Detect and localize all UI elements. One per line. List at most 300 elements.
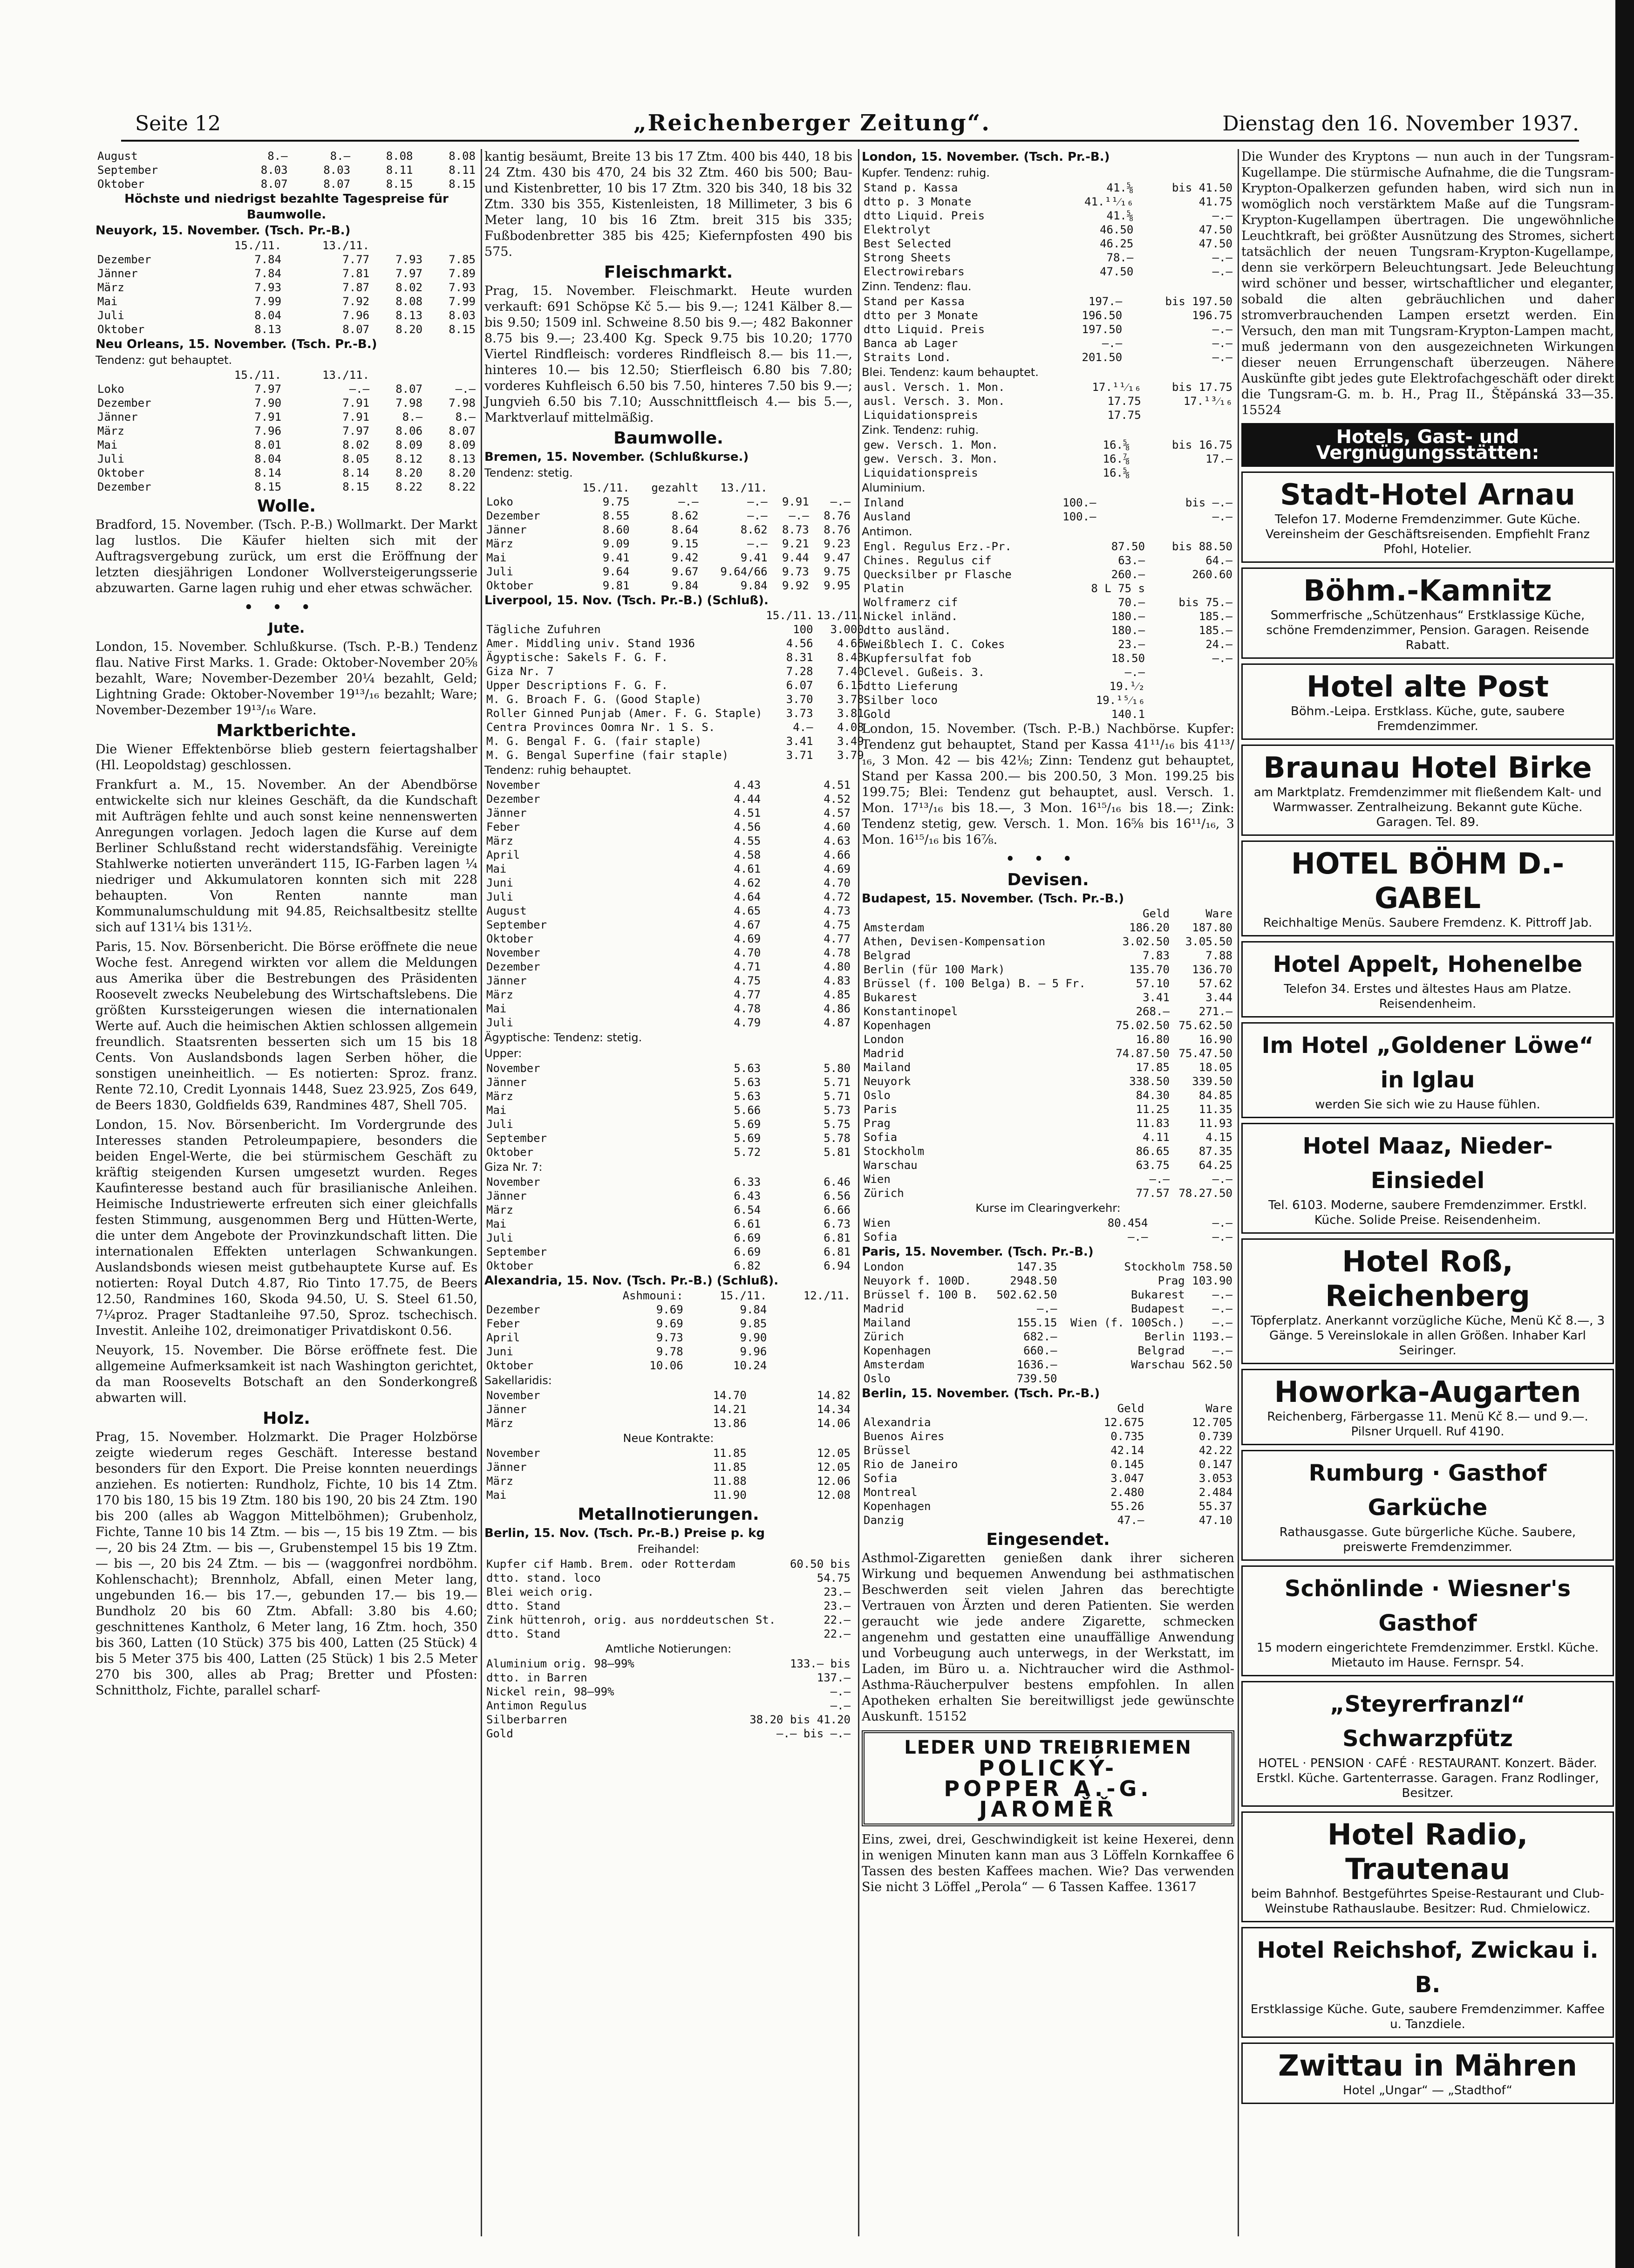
table-cell: 8.03 bbox=[260, 164, 288, 177]
hotel-ad bbox=[1241, 1450, 1614, 1561]
table-cell: 4.62 bbox=[734, 876, 761, 889]
table-cell: dtto Liquid. Preis bbox=[864, 323, 985, 336]
table-cell: 7.84 bbox=[254, 253, 282, 266]
table-row bbox=[484, 1231, 852, 1245]
table-cell: 6.07 bbox=[786, 679, 813, 692]
table-cell: 9.75 bbox=[602, 495, 630, 508]
table-cell: 5.63 bbox=[734, 1090, 761, 1103]
table-cell: 155.15 bbox=[1016, 1316, 1057, 1329]
table-cell: Nickel rein, 98—99% bbox=[486, 1685, 614, 1698]
table-cell: dtto. Stand bbox=[486, 1627, 560, 1640]
table-cell: 1636.— bbox=[1016, 1358, 1057, 1371]
table-cell: März bbox=[486, 537, 513, 550]
table-cell: 38.20 bis 41.20 bbox=[749, 1713, 851, 1726]
table-cell: 41.75 bbox=[1198, 195, 1232, 208]
table-row bbox=[862, 1116, 1234, 1130]
table-cell: 8.07 bbox=[260, 178, 288, 191]
table-cell: Wien (f. 100Sch.) bbox=[1070, 1316, 1185, 1329]
table-cell bbox=[1187, 1372, 1234, 1386]
table-cell: 64.25 bbox=[1198, 1159, 1232, 1172]
table-cell: 9.73 bbox=[656, 1331, 683, 1344]
table-cell: 6.69 bbox=[734, 1231, 761, 1244]
table-cell: 6.81 bbox=[824, 1231, 851, 1244]
table-cell: 6.61 bbox=[734, 1217, 761, 1230]
table-cell: 11.83 bbox=[1136, 1117, 1170, 1130]
table-cell: Mai bbox=[486, 1104, 507, 1117]
aluminium-table bbox=[862, 496, 1234, 524]
table-cell: M. G. Bengal Superfine (fair staple) bbox=[486, 749, 729, 762]
table-cell: 5.73 bbox=[824, 1104, 851, 1117]
table-row bbox=[484, 1345, 852, 1359]
table-row bbox=[862, 1415, 1234, 1429]
table-cell: 0.739 bbox=[1198, 1430, 1232, 1443]
table-cell: ausl. Versch. 1. Mon. bbox=[864, 381, 1005, 394]
table-row bbox=[484, 1416, 852, 1430]
table-cell bbox=[1147, 581, 1234, 595]
table-row bbox=[95, 308, 477, 322]
fleisch-report: Prag, 15. November. Fleischmarkt. Heute wurden verkauft: 691 Schöpse Kč 5.— bis 9.—; 1241 Kälber 8.— bis 9.50; 1509 inl. Schweine 8.50 bis 9.—; 482 Bakonner 8.75 bis 9.—; 23.400 Kg. Speck 9.75 bis 10.20; 1770 Viertel Rindfleisch: vorderes Rindfleisch 8.— bis 11.—, hinteres 10.— bis 12.50; Stierfleisch 6.80 bis 7.80; vorderes Kuhfleisch 6.50 bis 7.50, hinteres 7.50 bis 9.—; Jungvieh 6.50 bis 7.10; Ausschnittfleisch 4.— bis 5.—, Marktverlauf mittelmäßig. bbox=[484, 284, 852, 425]
table-cell: 16.80 bbox=[1136, 1033, 1170, 1046]
table-cell: Straits Lond. bbox=[864, 351, 951, 364]
table-row bbox=[95, 452, 477, 466]
table-cell: Belgrad bbox=[1137, 1344, 1185, 1357]
table-cell: 9.84 bbox=[740, 1303, 767, 1316]
table-cell: Jänner bbox=[486, 1461, 527, 1474]
table-cell: 7.88 bbox=[1205, 949, 1232, 962]
table-cell: November bbox=[486, 946, 540, 959]
table-cell: 23.— bbox=[824, 1585, 851, 1599]
table-row bbox=[862, 1130, 1234, 1144]
table-cell: Stand p. Kassa bbox=[864, 181, 958, 194]
table-row bbox=[95, 396, 477, 410]
table-cell: Oktober bbox=[486, 1359, 534, 1372]
table-cell: 47.50 bbox=[1198, 223, 1232, 236]
table-cell: 8.04 bbox=[254, 452, 282, 465]
hotel-ad-details: Böhm.-Leipa. Erstklass. Küche, gute, saubere Fremdenzimmer. bbox=[1291, 704, 1565, 733]
table-cell: dtto. stand. loco bbox=[486, 1571, 601, 1585]
table-cell: 8.13 bbox=[395, 309, 423, 322]
hotel-ad-name: Hotel Maaz, Nieder-Einsiedel bbox=[1302, 1133, 1553, 1194]
table-row bbox=[484, 1303, 852, 1317]
table-row bbox=[862, 1046, 1234, 1060]
page-number: Seite 12 bbox=[135, 112, 221, 136]
table-cell: 8.08 bbox=[449, 150, 476, 163]
table-cell: Loko bbox=[486, 495, 513, 508]
table-cell: 7.84 bbox=[254, 267, 282, 280]
table-cell: 147.35 bbox=[1016, 1260, 1057, 1273]
table-cell: dtto. Stand bbox=[486, 1599, 560, 1612]
table-cell: 11.90 bbox=[713, 1489, 747, 1502]
table-cell: 4.72 bbox=[824, 890, 851, 903]
table-cell: Aluminium orig. 98—99% bbox=[486, 1657, 634, 1670]
section-title-marktberichte: Marktberichte. bbox=[216, 721, 357, 740]
table-row bbox=[95, 266, 477, 280]
table-cell: 22.— bbox=[824, 1613, 851, 1626]
table-row bbox=[484, 876, 852, 890]
table-cell: 46.25 bbox=[1100, 237, 1134, 250]
table-row bbox=[862, 1457, 1234, 1471]
table-cell: Oslo bbox=[864, 1372, 891, 1385]
blei-table bbox=[862, 380, 1234, 422]
table-cell: September bbox=[97, 164, 158, 177]
table-cell: 42.14 bbox=[1110, 1444, 1144, 1457]
table-cell: 8.20 bbox=[395, 466, 423, 479]
table-cell: bis 75.— bbox=[1178, 596, 1232, 609]
table-cell: 4.11 bbox=[1143, 1131, 1170, 1144]
table-row bbox=[484, 1685, 852, 1699]
table-cell: 196.50 bbox=[1082, 309, 1123, 322]
table-header-cell: Ware bbox=[1205, 1402, 1232, 1415]
table-row bbox=[484, 1145, 852, 1159]
hotel-ads-list bbox=[1241, 471, 1614, 2104]
table-cell: 11.88 bbox=[713, 1475, 747, 1488]
clearing-table bbox=[862, 1216, 1234, 1244]
table-cell: Oktober bbox=[97, 466, 145, 479]
table-cell: —.— bbox=[1212, 510, 1232, 523]
table-row bbox=[862, 1102, 1234, 1116]
table-cell: —.— bbox=[1212, 1302, 1232, 1315]
table-cell: Sofia bbox=[864, 1472, 898, 1485]
table-row bbox=[862, 496, 1234, 510]
hotel-ad bbox=[1241, 1369, 1614, 1445]
table-cell: 4.51 bbox=[824, 779, 851, 792]
table-cell: Berlin (für 100 Mark) bbox=[864, 963, 1005, 976]
table-row bbox=[484, 974, 852, 988]
hotel-ad-details: werden Sie sich wie zu Hause fühlen. bbox=[1315, 1098, 1540, 1112]
column-2 bbox=[484, 149, 864, 2236]
table-cell: 3.44 bbox=[1205, 991, 1232, 1004]
table-cell: 3.79 bbox=[837, 749, 864, 762]
table-cell: 7.85 bbox=[449, 253, 476, 266]
table-cell: Mai bbox=[486, 1002, 507, 1015]
tungsram-krypton-ad: Die Wunder des Kryptons — nun auch in der Tungsram-Kugellampe. Die stürmische Aufnahme, die die Tungsram-Krypton-Opalkerzen gefunden haben, wird sich nun in womöglich noch verstärktem Maße auf die Tungsram-Krypton-Kugellampen übertragen. Die ungewöhnliche Leuchtkraft, bei größter Ausnützung des Stromes, sichert tatsächlich der neuen Tungsram-Krypton-Kugellampe, denn sie verkörpern Beleuchtungsart. Jede Beleuchtung wird schöner und besser, wirtschaftlicher und eleganter, sobald die alten gebräuchlichen und daher stromverbrauchenden Lampen ersetzt werden. Ein Versuch, den man mit Tungsram-Krypton-Lampen macht, muß jedermann von den ausgezeichneten Wirkungen dieser neuen Errungenschaft überzeugen. Nähere Auskünfte gibt jedes gute Elektrofachgeschäft oder direkt die Tungsram-G. m. b. H., Prag II., Štěpánská 33—35. 15524 bbox=[1241, 150, 1614, 417]
table-cell: 7.77 bbox=[342, 253, 370, 266]
table-cell: 75.02.50 bbox=[1116, 1019, 1170, 1032]
hotel-ad bbox=[1241, 663, 1614, 740]
table-cell: Quecksilber pr Flasche bbox=[864, 568, 1012, 581]
table-row bbox=[95, 382, 477, 396]
table-cell: 4.55 bbox=[734, 834, 761, 847]
table-cell: 9.81 bbox=[602, 579, 630, 592]
table-cell bbox=[1147, 707, 1234, 721]
budapest-table bbox=[862, 907, 1234, 1200]
table-cell: 196.75 bbox=[1192, 309, 1232, 322]
table-cell: 8.08 bbox=[386, 150, 413, 163]
table-cell: 19.¹⁵⁄₁₆ bbox=[1096, 694, 1145, 707]
hotel-ad-details: 15 modern eingerichtete Fremdenzimmer. Erstkl. Küche. Mietauto im Hause. Fernspr. 54. bbox=[1256, 1641, 1599, 1670]
table-cell: Oktober bbox=[486, 579, 534, 592]
hotel-ad-details: Reichenberg, Färbergasse 11. Menü Kč 8.— und 9.—. Pilsner Urquell. Ruf 4190. bbox=[1267, 1410, 1588, 1439]
table-cell: Jänner bbox=[486, 523, 527, 536]
table-row bbox=[484, 495, 852, 509]
leder-ad bbox=[862, 1730, 1234, 1826]
hotel-ad bbox=[1241, 1811, 1614, 1922]
hotel-ad-name: Schönlinde · Wiesner's Gasthof bbox=[1284, 1576, 1571, 1636]
table-row bbox=[484, 792, 852, 806]
wien-report: Die Wiener Effektenbörse blieb gestern feiertagshalber (Hl. Leopoldstag) geschlossen. bbox=[95, 742, 477, 772]
table-cell: 14.70 bbox=[713, 1389, 747, 1402]
table-cell: —.— bbox=[1212, 1316, 1232, 1329]
table-header-cell: 13./11. bbox=[817, 609, 864, 622]
table-cell: dtto Liquid. Preis bbox=[864, 209, 985, 222]
hotel-ad bbox=[1241, 941, 1614, 1018]
table-cell: Liquidationspreis bbox=[864, 466, 978, 479]
table-cell: Alexandria bbox=[864, 1416, 931, 1429]
table-cell: Juli bbox=[486, 890, 513, 903]
table-cell: 8.55 bbox=[602, 509, 630, 522]
table-cell: bis 41.50 bbox=[1171, 181, 1232, 194]
table-row bbox=[95, 480, 477, 494]
table-cell: 7.97 bbox=[342, 424, 370, 437]
table-cell: Prag bbox=[1157, 1274, 1185, 1287]
table-cell: Jänner bbox=[486, 1076, 527, 1089]
table-cell: 9.41 bbox=[602, 551, 630, 564]
separator-dots: ••• bbox=[1005, 850, 1091, 869]
table-row bbox=[862, 1158, 1234, 1172]
table-row bbox=[862, 181, 1234, 195]
table-cell: 11.85 bbox=[713, 1447, 747, 1460]
table-cell: —.— bbox=[455, 383, 476, 396]
table-cell: 77.57 bbox=[1136, 1187, 1170, 1200]
table-cell: Warschau bbox=[1131, 1358, 1185, 1371]
table-cell: London bbox=[864, 1033, 904, 1046]
table-cell: 11.93 bbox=[1198, 1117, 1232, 1130]
table-cell: Feber bbox=[486, 820, 520, 833]
table-cell: 9.47 bbox=[824, 551, 851, 564]
table-cell: 12.08 bbox=[817, 1489, 851, 1502]
table-cell: 7.96 bbox=[254, 424, 282, 437]
table-cell: 9.91 bbox=[782, 495, 809, 508]
table-cell: Oktober bbox=[486, 1259, 534, 1272]
table-cell: 8.62 bbox=[671, 509, 699, 522]
table-cell: 4.64 bbox=[734, 890, 761, 903]
table-cell: Mai bbox=[486, 862, 507, 875]
table-cell: 8.02 bbox=[395, 281, 423, 294]
table-cell: —.— bbox=[1149, 1173, 1170, 1186]
table-cell: 186.20 bbox=[1129, 921, 1170, 934]
table-cell: 78.— bbox=[1106, 251, 1134, 264]
table-cell: 47.— bbox=[1117, 1514, 1144, 1527]
table-cell: 7.99 bbox=[449, 295, 476, 308]
table-cell: 197.— bbox=[1088, 295, 1123, 308]
table-cell: —.— bbox=[1037, 1302, 1057, 1315]
table-cell: 8.22 bbox=[395, 480, 423, 493]
table-cell: gew. Versch. 1. Mon. bbox=[864, 438, 998, 451]
table-cell: 100.— bbox=[1062, 496, 1096, 509]
table-row bbox=[862, 452, 1234, 466]
table-cell: Juli bbox=[97, 452, 124, 465]
table-cell: Amsterdam bbox=[864, 921, 925, 934]
table-cell: 12.06 bbox=[817, 1475, 851, 1488]
table-cell: Prag bbox=[864, 1117, 891, 1130]
table-cell: —.— bbox=[1212, 323, 1232, 336]
table-row bbox=[862, 921, 1234, 935]
table-cell: 5.75 bbox=[824, 1118, 851, 1131]
zinn-table bbox=[862, 294, 1234, 364]
table-cell: 9.15 bbox=[671, 537, 699, 550]
table-row bbox=[484, 1359, 852, 1373]
table-row bbox=[862, 438, 1234, 452]
table-cell: 14.82 bbox=[817, 1389, 851, 1402]
table-row bbox=[95, 294, 477, 308]
table-cell: 6.81 bbox=[824, 1245, 851, 1258]
table-cell: 3.047 bbox=[1110, 1472, 1144, 1485]
table-cell: 3.41 bbox=[786, 735, 813, 748]
table-row bbox=[484, 1446, 852, 1460]
table-cell: August bbox=[97, 150, 138, 163]
table-cell: März bbox=[486, 988, 513, 1001]
frankfurt-report: Frankfurt a. M., 15. November. An der Abendbörse entwickelte sich nur kleines Geschäft, da die Kundschaft mit Aufträgen fehlte und auch sonst keine nennenswerten Anregungen vorlagen. Jedoch lagen die Kurse auf dem Berliner Schlußstand recht widerstandsfähig. Vereinigte Stahlwerke notierten unverändert 115, IG-Farben lagen ¼ niedriger und Akkumulatoren konnten sich mit 228 behaupten. Von Renten nannte man Kommunalumschuldung mit 94.85, Reichsaltbesitz stellte sich auf 131¼ bis 131½. bbox=[95, 778, 477, 935]
table-row bbox=[484, 960, 852, 974]
table-cell: 16.⅝ bbox=[1103, 466, 1130, 479]
table-row bbox=[862, 237, 1234, 251]
table-row bbox=[862, 949, 1234, 963]
table-cell: Kopenhagen bbox=[864, 1019, 931, 1032]
table-cell: —.— bbox=[1128, 1230, 1148, 1243]
table-cell: 6.33 bbox=[734, 1175, 761, 1189]
table-row bbox=[484, 1245, 852, 1259]
table-cell: 8.13 bbox=[449, 452, 476, 465]
table-cell: 4.70 bbox=[824, 876, 851, 889]
table-row bbox=[862, 1330, 1234, 1344]
table-cell: 180.— bbox=[1111, 624, 1145, 637]
table-cell: 3.053 bbox=[1198, 1472, 1232, 1485]
table-row bbox=[862, 623, 1234, 637]
table-row bbox=[484, 1671, 852, 1685]
table-cell: —.— bbox=[830, 495, 851, 508]
table-row bbox=[484, 890, 852, 904]
table-row bbox=[862, 651, 1234, 665]
hotel-ad bbox=[1241, 567, 1614, 659]
table-header-row bbox=[484, 481, 852, 495]
table-cell: 4.58 bbox=[734, 848, 761, 861]
table-cell: November bbox=[486, 779, 540, 792]
table-cell: 8.15 bbox=[254, 480, 282, 493]
table-cell: 22.— bbox=[824, 1627, 851, 1640]
table-header-row bbox=[862, 1401, 1234, 1415]
neworleans-table bbox=[95, 368, 477, 494]
table-cell: 0.145 bbox=[1110, 1458, 1144, 1471]
alexandria-table bbox=[484, 1289, 852, 1373]
table-cell: —.— bbox=[1212, 1216, 1232, 1230]
table-cell: 4.63 bbox=[824, 834, 851, 847]
bremen-tendency: Tendenz: stetig. bbox=[484, 466, 573, 479]
table-cell: 8.— bbox=[267, 150, 288, 163]
table-row bbox=[484, 1713, 852, 1727]
table-cell: 8.09 bbox=[449, 438, 476, 451]
table-cell: 4.60 bbox=[824, 820, 851, 833]
table-header-cell: Ware bbox=[1205, 907, 1232, 920]
hotel-ad-name: Hotel Radio, Trautenau bbox=[1327, 1817, 1528, 1886]
table-cell: 8.43 bbox=[837, 651, 864, 664]
table-cell: November bbox=[486, 1389, 540, 1402]
table-cell: 9.42 bbox=[671, 551, 699, 564]
egypt-tendency: Ägyptische: Tendenz: stetig. bbox=[484, 1031, 642, 1044]
table-cell: 3.81 bbox=[837, 707, 864, 720]
table-row bbox=[484, 1117, 852, 1131]
giza-table bbox=[484, 1175, 852, 1273]
table-cell: 8.02 bbox=[342, 438, 370, 451]
table-row bbox=[484, 1317, 852, 1331]
table-cell: Mai bbox=[486, 551, 507, 564]
table-row bbox=[484, 1657, 852, 1671]
table-cell: Konstantinopel bbox=[864, 1005, 958, 1018]
table-cell: Loko bbox=[97, 383, 124, 396]
table-cell: —.— bis —.— bbox=[776, 1727, 851, 1740]
table-cell: Zink hüttenroh, orig. aus norddeutschen St. bbox=[486, 1613, 776, 1626]
table-cell: 4.77 bbox=[734, 988, 761, 1001]
table-row bbox=[484, 720, 866, 734]
table-cell: 6.73 bbox=[824, 1217, 851, 1230]
table-cell: 8.73 bbox=[782, 523, 809, 536]
table-cell: 4.57 bbox=[824, 806, 851, 820]
table-cell: Mai bbox=[97, 438, 118, 451]
table-cell: 7.99 bbox=[254, 295, 282, 308]
table-cell: 8.62 bbox=[740, 523, 768, 536]
table-cell: London bbox=[864, 1260, 904, 1273]
table-cell: Weißblech I. C. Cokes bbox=[864, 638, 1005, 651]
table-cell: 7.98 bbox=[449, 396, 476, 410]
table-row bbox=[862, 540, 1234, 553]
table-row bbox=[484, 734, 866, 748]
table-row bbox=[862, 466, 1234, 480]
column-rule bbox=[1238, 149, 1239, 2236]
newspaper-title: „Reichenberger Zeitung“. bbox=[633, 110, 991, 136]
table-row bbox=[484, 1474, 852, 1488]
table-row bbox=[862, 977, 1234, 991]
table-row bbox=[862, 195, 1234, 209]
table-cell: 10.24 bbox=[733, 1359, 767, 1372]
hotel-ad-details: Sommerfrische „Schützenhaus“ Erstklassige Küche, schöne Fremdenzimmer, Pension. Garagen. Reisende Rabatt. bbox=[1266, 608, 1589, 652]
table-cell: 4.75 bbox=[824, 918, 851, 931]
table-row bbox=[484, 862, 852, 876]
kupfer-label: Kupfer. Tendenz: ruhig. bbox=[862, 166, 990, 179]
london-metal-heading: London, 15. November. (Tsch. Pr.-B.) bbox=[862, 150, 1110, 164]
table-cell: 84.85 bbox=[1198, 1089, 1232, 1102]
table-cell: Oslo bbox=[864, 1089, 891, 1102]
issue-date: Dienstag den 16. November 1937. bbox=[1222, 112, 1579, 136]
table-cell: Dezember bbox=[486, 509, 540, 522]
table-cell: —.— bbox=[1212, 1344, 1232, 1357]
table-row bbox=[484, 1557, 852, 1571]
neworleans-heading: Neu Orleans, 15. November. (Tsch. Pr.-B.) bbox=[95, 337, 377, 351]
table-cell: 2.480 bbox=[1110, 1486, 1144, 1499]
hotel-ad-details: Telefon 34. Erstes und ältestes Haus am Platze. Reisendenheim. bbox=[1284, 982, 1572, 1011]
table-cell: Stand per Kassa bbox=[864, 295, 965, 308]
table-cell: 9.67 bbox=[671, 565, 699, 578]
table-row bbox=[484, 1585, 852, 1599]
table-cell: Centra Provinces Oomra Nr. 1 S. S. bbox=[486, 721, 715, 734]
table-cell: 8.08 bbox=[395, 295, 423, 308]
leder-ad-line2: POLICKÝ- bbox=[978, 1756, 1118, 1781]
table-cell: 4.56 bbox=[734, 820, 761, 833]
table-cell: Dezember bbox=[97, 480, 151, 493]
table-cell: 9.84 bbox=[740, 579, 768, 592]
table-cell: Zürich bbox=[864, 1330, 904, 1343]
table-cell: dtto. in Barren bbox=[486, 1671, 587, 1684]
hotel-ad-details: Rathausgasse. Gute bürgerliche Küche. Saubere, preiswerte Fremdenzimmer. bbox=[1279, 1525, 1576, 1554]
table-cell: 8.— bbox=[402, 410, 423, 424]
table-cell bbox=[1147, 665, 1234, 679]
table-row bbox=[484, 1259, 852, 1273]
table-cell: Mai bbox=[97, 295, 118, 308]
hotel-ad-details: Reichhaltige Menüs. Saubere Fremdenz. K. Pittroff Jab. bbox=[1263, 916, 1593, 930]
table-cell: 64.— bbox=[1205, 554, 1232, 567]
hotels-banner-text: Hotels, Gast- und Vergnügungsstätten: bbox=[1316, 426, 1539, 464]
table-cell: 8.11 bbox=[386, 164, 413, 177]
table-cell: Brüssel bbox=[864, 1444, 911, 1457]
table-cell: —.— bbox=[1212, 1173, 1232, 1186]
